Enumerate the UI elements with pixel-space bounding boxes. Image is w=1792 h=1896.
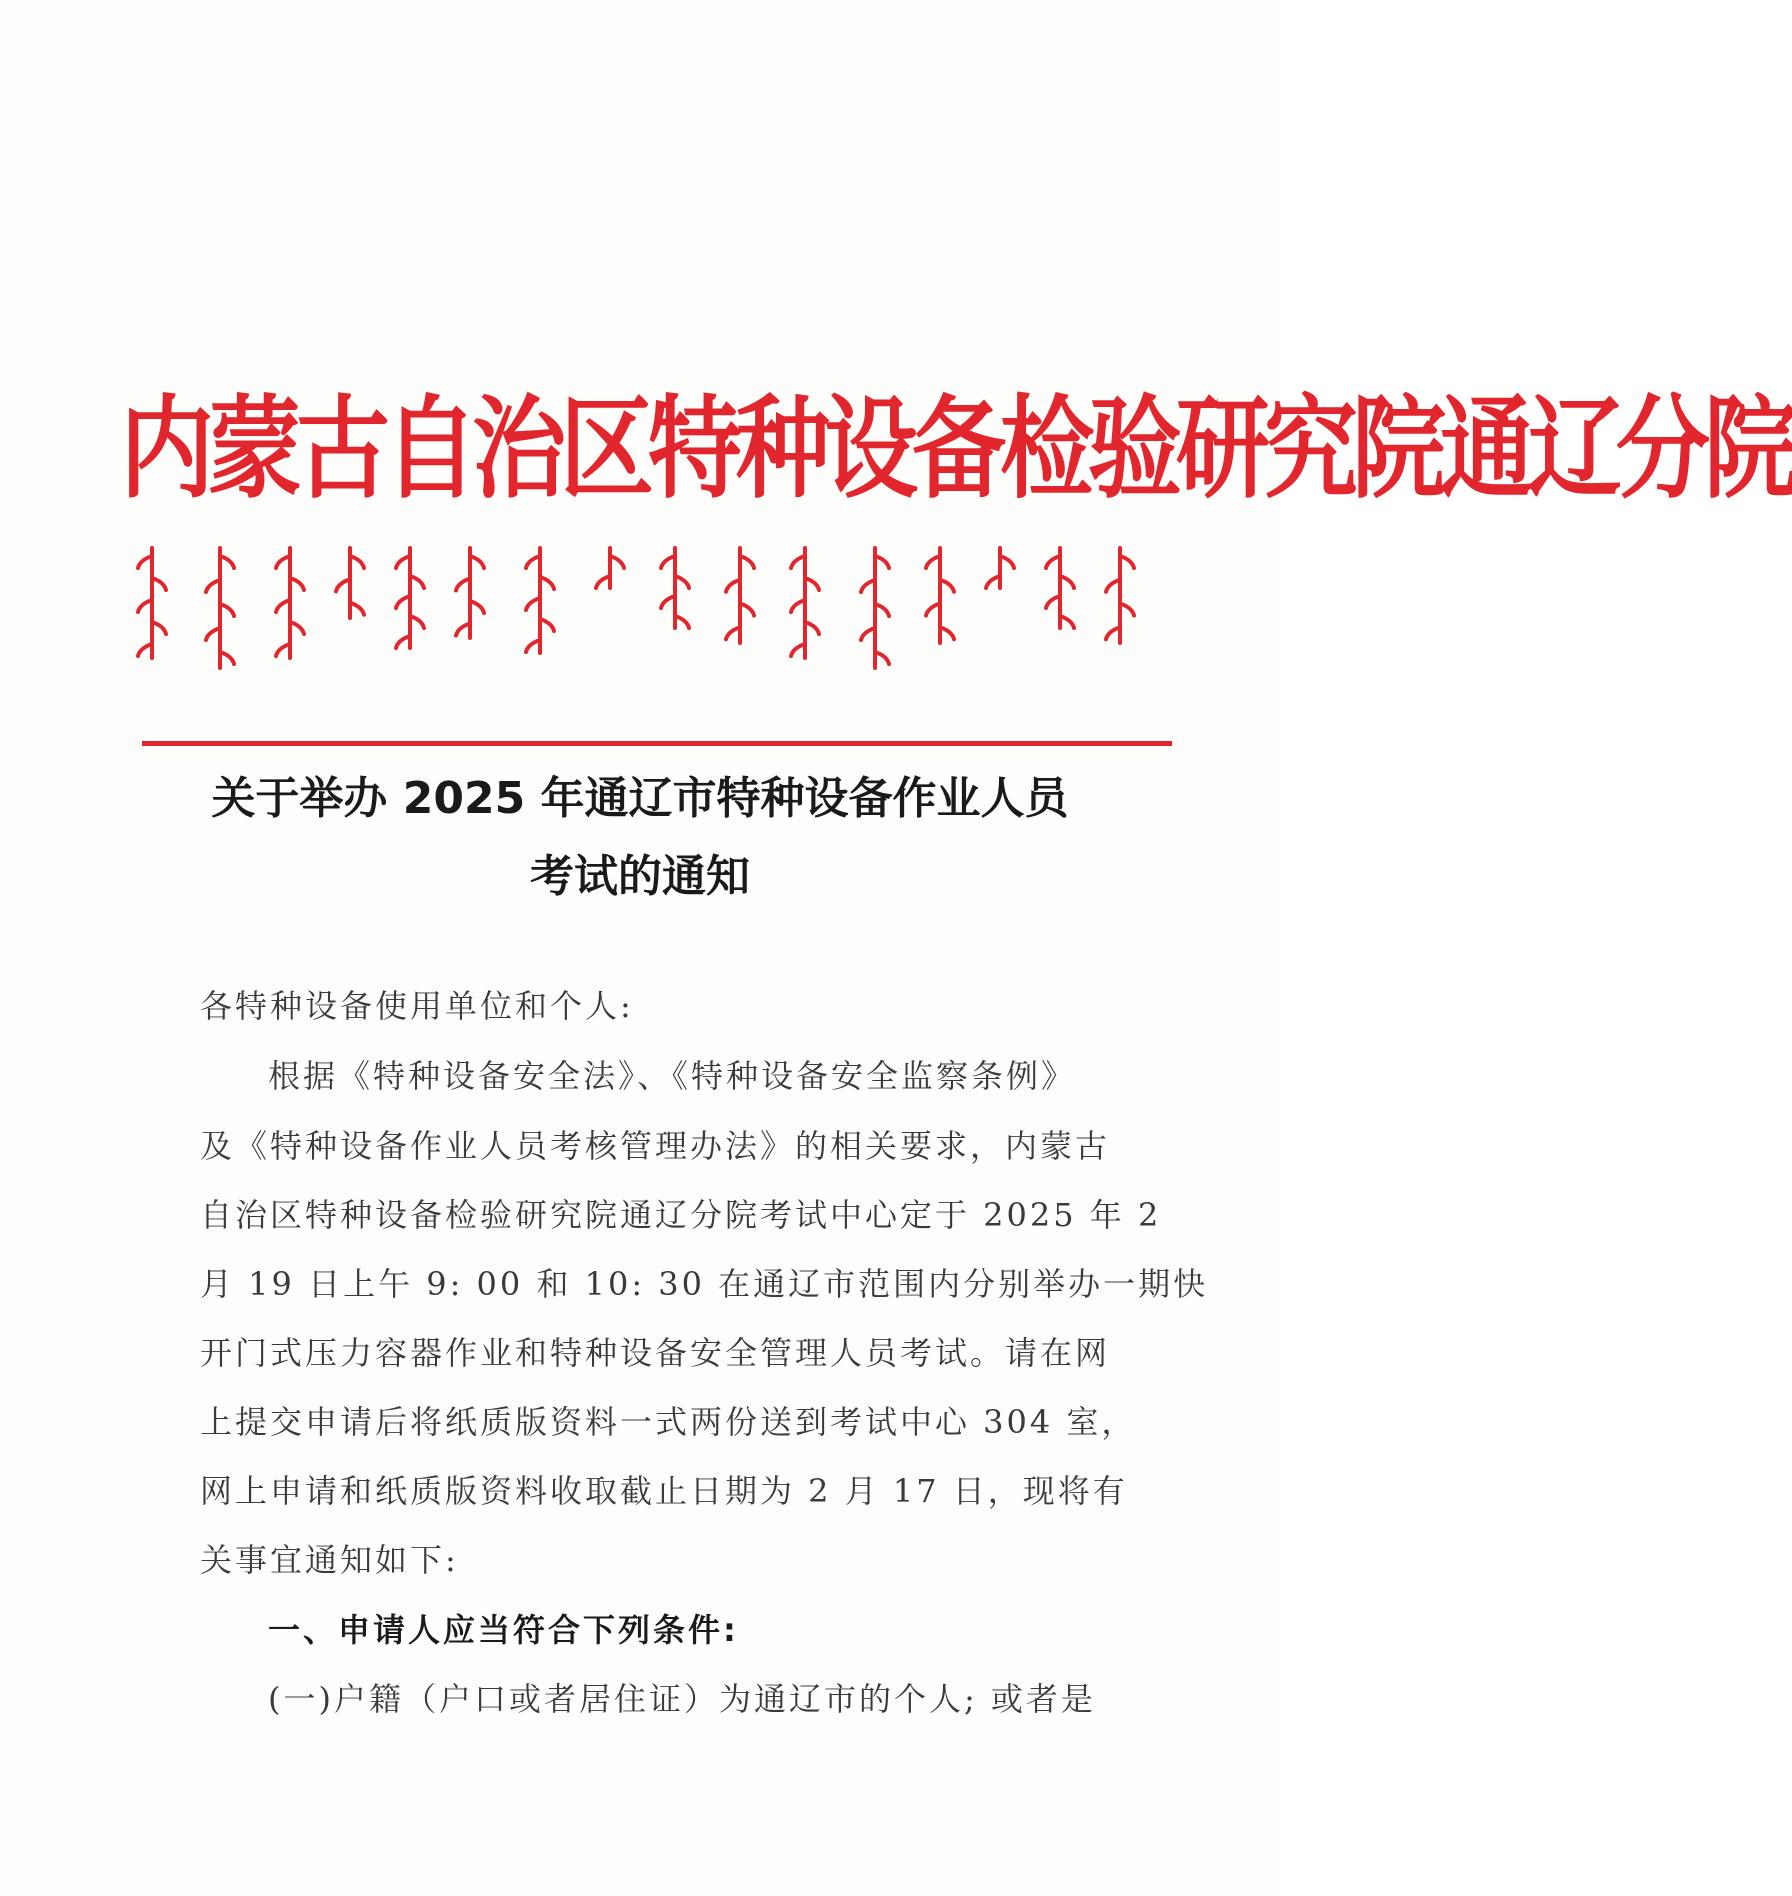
mongolian-word-glyph — [726, 548, 754, 643]
mongolian-word-glyph — [926, 548, 954, 643]
mongolian-word-glyph — [986, 548, 1014, 588]
mongolian-word-glyph — [596, 548, 624, 588]
letterhead-divider-line — [142, 741, 1172, 746]
mongolian-word-glyph — [661, 548, 689, 628]
paragraph-line: 根据《特种设备安全法》、《特种设备安全监察条例》 — [268, 1057, 1077, 1095]
paragraph-line: 网上申请和纸质版资料收取截止日期为 2 月 17 日，现将有 — [200, 1472, 1128, 1510]
mongolian-word-glyph — [456, 548, 484, 638]
mongolian-script-letterhead — [140, 530, 1170, 670]
mongolian-word-glyph — [206, 548, 234, 668]
mongolian-word-glyph — [336, 548, 364, 618]
mongolian-word-glyph — [138, 548, 166, 658]
notice-title-line-2: 考试的通知 — [530, 851, 750, 902]
mongolian-word-glyph — [276, 548, 304, 658]
salutation: 各特种设备使用单位和个人: — [200, 987, 634, 1025]
paragraph-line: 月 19 日上午 9: 00 和 10: 30 在通辽市范围内分别举办一期快 — [200, 1265, 1209, 1303]
mongolian-word-glyph — [396, 548, 424, 648]
section-heading-1: 一、申请人应当符合下列条件: — [268, 1611, 739, 1649]
paragraph-line: 开门式压力容器作业和特种设备安全管理人员考试。请在网 — [200, 1334, 1111, 1372]
section-1-item-1: (一)户籍（户口或者居住证）为通辽市的个人; 或者是 — [268, 1680, 1096, 1718]
paragraph-line: 上提交申请后将纸质版资料一式两份送到考试中心 304 室， — [200, 1403, 1137, 1441]
paragraph-line: 关事宜通知如下: — [200, 1541, 459, 1579]
mongolian-word-glyph — [526, 548, 554, 653]
notice-title-line-1: 关于举办 2025 年通辽市特种设备作业人员 — [211, 773, 1069, 824]
mongolian-word-glyph — [861, 548, 889, 668]
mongolian-word-glyph — [791, 548, 819, 658]
mongolian-word-glyph — [1046, 548, 1074, 628]
mongolian-word-glyph — [1106, 548, 1134, 643]
paragraph-line: 及《特种设备作业人员考核管理办法》的相关要求，内蒙古 — [200, 1127, 1111, 1165]
letterhead-org-name: 内蒙古自治区特种设备检验研究院通辽分院 — [120, 385, 1792, 515]
paragraph-line: 自治区特种设备检验研究院通辽分院考试中心定于 2025 年 2 — [200, 1196, 1162, 1234]
